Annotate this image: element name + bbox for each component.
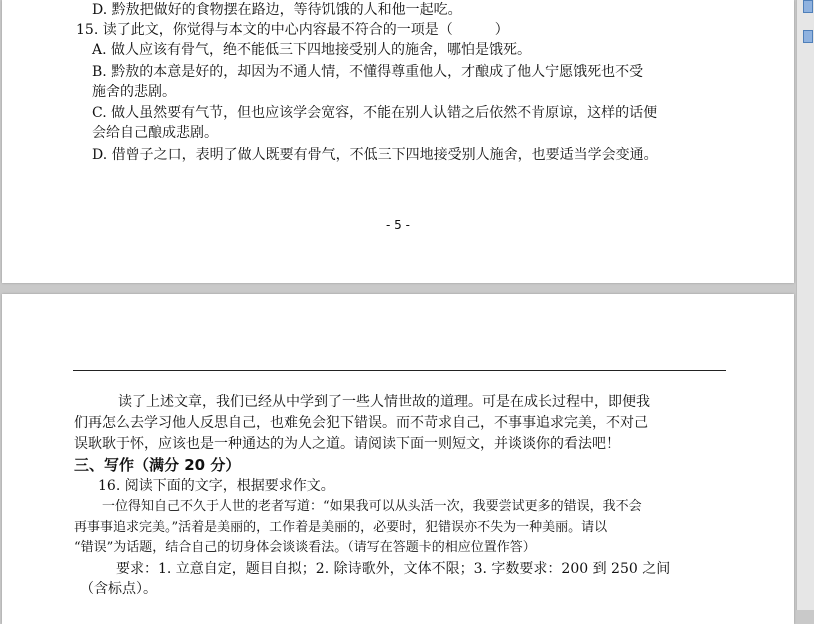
option-d-q14: D. 黔敖把做好的食物摆在路边，等待饥饿的人和他一起吃。	[92, 2, 462, 18]
passage-line-1: 一位得知自己不久于人世的老者写道：“如果我可以从头活一次，我要尝试更多的错误，我不会	[102, 499, 642, 514]
passage-line-3: “错误”为话题，结合自己的切身体会谈谈看法。（请写在答题卡的相应位置作答）	[74, 540, 536, 555]
intro-line-1: 读了上述文章，我们已经从中学到了一些人情世故的道理。可是在成长过程中，即便我	[118, 394, 650, 410]
option-c-q15-line2: 会给自己酿成悲剧。	[92, 125, 218, 141]
option-a-q15: A. 做人应该有骨气，绝不能低三下四地接受别人的施舍，哪怕是饿死。	[92, 42, 532, 58]
option-d-q15: D. 借曾子之口，表明了做人既要有骨气，不低三下四地接受别人施舍，也要适当学会变通。	[92, 147, 658, 163]
document-page-5	[2, 0, 794, 283]
intro-line-3: 误耿耿于怀，应该也是一种通达的为人之道。请阅读下面一则短文，并谈谈你的看法吧！	[74, 436, 620, 452]
intro-line-2: 们再怎么去学习他人反思自己，也难免会犯下错误。而不苛求自己，不事事追求完美，不对己	[74, 415, 648, 431]
requirements-line-2: （含标点）。	[80, 581, 157, 597]
requirements-line-1: 要求：1. 立意自定，题目自拟；2. 除诗歌外，文体不限；3. 字数要求：200 到 250 之间	[116, 561, 671, 577]
page-thumbnail-icon[interactable]	[803, 0, 813, 13]
option-b-q15-line2: 施舍的悲剧。	[92, 84, 176, 100]
document-page-6	[2, 294, 794, 624]
passage-line-2: 再事事追求完美。”活着是美丽的，工作着是美丽的，必要时，犯错误亦不失为一种美丽。请以	[74, 520, 608, 535]
page-number: - 5 -	[386, 218, 410, 232]
section-heading: 三、写作（满分 20 分）	[74, 456, 241, 474]
side-panel-strip[interactable]	[796, 0, 814, 610]
header-rule	[73, 370, 726, 371]
question-16: 16. 阅读下面的文字，根据要求作文。	[98, 478, 335, 494]
option-c-q15-line1: C. 做人虽然要有气节，但也应该学会宽容，不能在别人认错之后依然不肯原谅，这样的话便	[92, 105, 658, 121]
option-b-q15-line1: B. 黔敖的本意是好的，却因为不通人情，不懂得尊重他人，才酿成了他人宁愿饿死也不受	[92, 64, 644, 80]
question-15: 15. 读了此文，你觉得与本文的中心内容最不符合的一项是（ ）	[76, 22, 509, 38]
page-thumbnail-icon[interactable]	[803, 30, 813, 43]
